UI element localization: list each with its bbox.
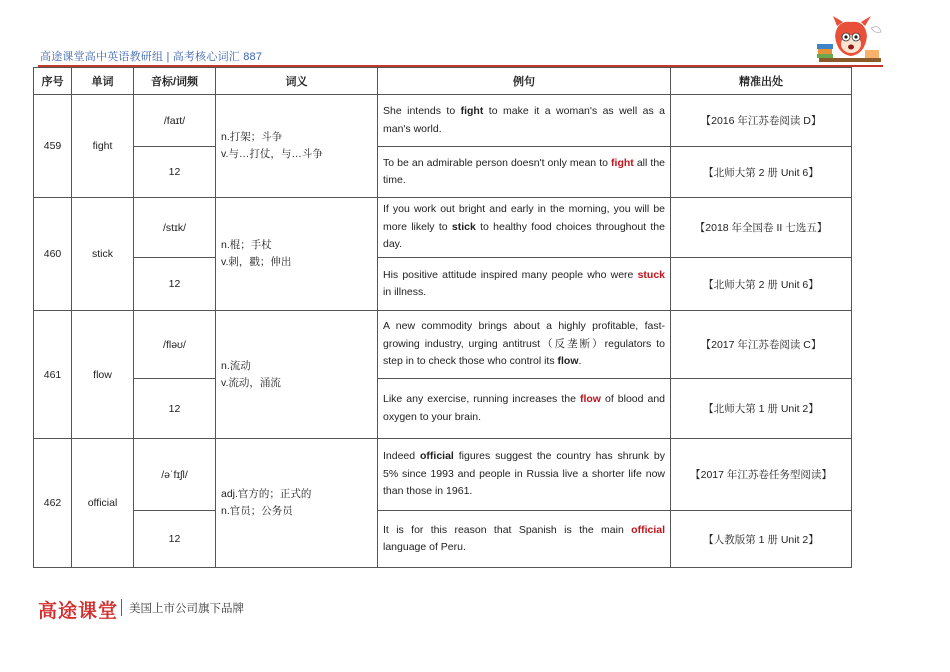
example-sentence [378,511,671,568]
meaning-line: v.刺，戳；伸出 [221,256,292,268]
entry-frequency: 12 [134,147,216,198]
entry-frequency: 12 [134,379,216,439]
example-source: 【人教版第 1 册 Unit 2】 [671,511,852,568]
example-source: 【2017 年江苏卷阅读 C】 [671,311,852,379]
example-text: Like any exercise, running increases the [383,393,580,405]
column-header-source: 精准出处 [671,68,852,95]
example-sentence [378,311,671,379]
brand-logo: 高途课堂 [38,601,119,622]
example-text: . [578,355,582,368]
example-text: Indeed [383,450,421,463]
table-row [34,147,852,198]
entry-meaning [216,439,378,568]
entry-number: 461 [34,311,72,439]
entry-frequency: 12 [134,511,216,568]
example-text: figures suggest the country has shrunk by 5% since 1993 and people in Russia live a shorter life now than those in 1961. [383,450,665,498]
example-keyword: fight [460,105,484,117]
table-row [34,198,852,258]
example-text: to healthy food choices throughout the day. [383,220,665,251]
column-header-phonetic: 音标/词频 [134,68,216,95]
example-keyword: stick [451,220,476,233]
entry-number: 459 [34,95,72,198]
entry-frequency: 12 [134,258,216,311]
entry-number: 462 [34,439,72,568]
meaning-line: n.打架；斗争 [221,131,283,143]
entry-meaning [216,311,378,439]
footer-divider [121,599,122,616]
example-text: To be an admirable person doesn't only mean to [383,156,612,169]
example-source: 【北师大第 2 册 Unit 6】 [671,147,852,198]
table-row [34,95,852,147]
example-text: in illness. [383,286,427,298]
table-row [34,511,852,568]
example-source: 【北师大第 2 册 Unit 6】 [671,258,852,311]
example-source: 【北师大第 1 册 Unit 2】 [671,379,852,439]
meaning-line: adj.官方的；正式的 [221,488,312,500]
example-keyword: official [420,450,454,463]
example-keyword: flow [579,393,601,405]
entry-meaning [216,95,378,198]
entry-meaning [216,198,378,311]
table-row [34,311,852,379]
entry-phonetic: /fləʊ/ [134,311,216,379]
example-text: His positive attitude inspired many people who were [383,268,638,281]
meaning-line: n.官员；公务员 [221,505,293,517]
example-text: A new commodity brings about a highly profitable, fast-growing industry, urging antitrust（反垄断）regulators to step in to check those who control its [383,320,665,368]
meaning-line: v.与…打仗，与…斗争 [221,148,323,160]
example-text: language of Peru. [383,541,466,553]
example-sentence [378,147,671,198]
column-header-example: 例句 [378,68,671,95]
example-text: all the time. [383,156,666,186]
example-sentence [378,439,671,511]
column-header-meaning: 词义 [216,68,378,95]
brand-slogan: 美国上市公司旗下品牌 [129,603,244,615]
entry-phonetic: /əˈfɪʃl/ [134,439,216,511]
example-text: to make it a woman's as well as a man's world. [383,105,665,135]
entry-word: fight [72,95,134,198]
header-title: 高途课堂高中英语教研组 | 高考核心词汇 887 [40,51,263,63]
example-source: 【2018 年全国卷 II 七选五】 [671,198,852,258]
table-row [34,379,852,439]
column-header-no: 序号 [34,68,72,95]
example-keyword: flow [557,355,579,368]
example-text: It is for this reason that Spanish is the main [383,523,632,536]
entry-word: stick [72,198,134,311]
vocabulary-table [33,67,852,568]
example-sentence [378,258,671,311]
table-row [34,258,852,311]
entry-phonetic: /stɪk/ [134,198,216,258]
example-sentence [378,95,671,147]
example-text: of blood and oxygen to your brain. [383,393,666,423]
entry-phonetic: /faɪt/ [134,95,216,147]
table-header-row [34,68,852,95]
example-text: She intends to [383,105,461,117]
example-sentence [378,198,671,258]
example-source: 【2016 年江苏卷阅读 D】 [671,95,852,147]
example-text: If you work out bright and early in the morning, you will be more likely to [383,203,665,233]
table-row [34,439,852,511]
example-keyword: stuck [637,268,665,281]
entry-word: official [72,439,134,568]
meaning-line: n.流动 [221,359,251,372]
entry-word: flow [72,311,134,439]
example-keyword: official [631,523,665,536]
example-sentence [378,379,671,439]
meaning-line: v.流动，涌流 [221,376,281,389]
mascot-illustration [815,14,885,68]
entry-number: 460 [34,198,72,311]
column-header-word: 单词 [72,68,134,95]
meaning-line: n.棍；手杖 [221,239,272,251]
example-keyword: fight [611,156,634,169]
example-source: 【2017 年江苏卷任务型阅读】 [671,439,852,511]
